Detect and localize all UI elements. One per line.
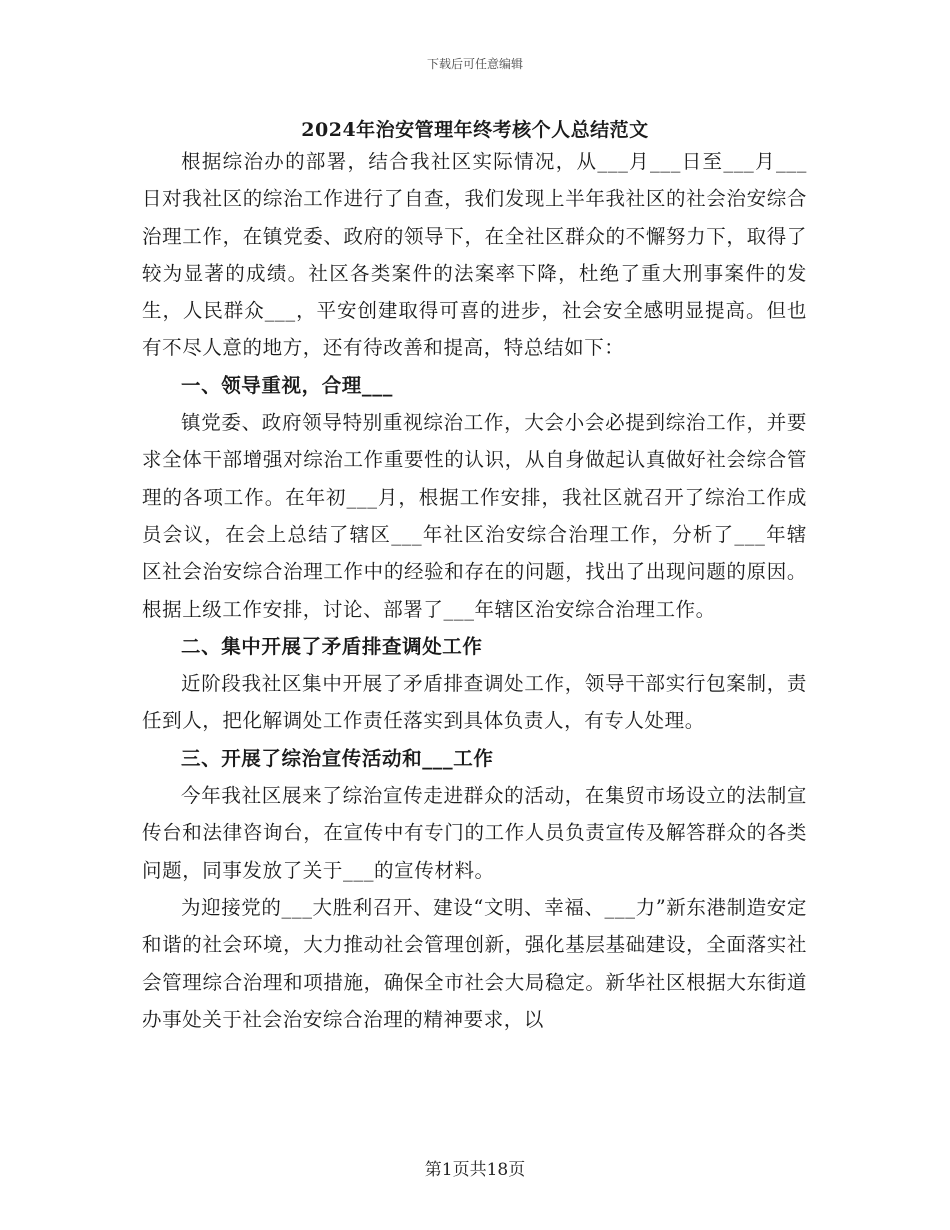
document-title: 2024年治安管理年终考核个人总结范文 xyxy=(301,119,649,141)
section-heading-1: 一、领导重视，合理___ xyxy=(181,373,393,397)
page-footer: 第1页共18页 xyxy=(424,1160,526,1180)
document-body xyxy=(142,143,807,1038)
paragraph-intro: 根据综治办的部署，结合我社区实际情况，从___月___日至___月___日对我社区的综治工作进行了自查，我们发现上半年我社区的社会治安综合治理工作，在镇党委、政府的领导下，在全社区群众的不懈努力下，取得了较为显著的成绩。社区各类案件的法案率下降，杜绝了重大刑事案件的发生，人民群众___，平安创建取得可喜的进步，社会安全感明显提高。但也有不尽人意的地方，还有待改善和提高，特总结如下： xyxy=(142,150,807,360)
paragraph-section-1: 镇党委、政府领导特别重视综治工作，大会小会必提到综治工作，并要求全体干部增强对综治工作重要性的认识，从自身做起认真做好社会综合管理的各项工作。在年初___月，根据工作安排，我社区就召开了综治工作成员会议，在会上总结了辖区___年社区治安综合治理工作，分析了___年辖区社会治安综合治理工作中的经验和存在的问题，找出了出现问题的原因。根据上级工作安排，讨论、部署了___年辖区治安综合治理工作。 xyxy=(142,411,807,621)
paragraph-section-3: 今年我社区展来了综治宣传走进群众的活动，在集贸市场设立的法制宣传台和法律咨询台，在宣传中有专门的工作人员负责宣传及解答群众的各类问题，同事发放了关于___的宣传材料。 xyxy=(142,784,807,882)
paragraph-section-3b: 为迎接党的___大胜利召开、建设“文明、幸福、___力”新东港制造安定和谐的社会环境，大力推动社会管理创新，强化基层基础建设，全面落实社会管理综合治理和项措施，确保全市社会大局稳定。新华社区根据大东街道办事处关于社会治安综合治理的精神要求，以 xyxy=(142,895,807,1031)
section-heading-3: 三、开展了综治宣传活动和___工作 xyxy=(181,746,494,770)
header-note: 下载后可任意编辑 xyxy=(426,57,523,71)
paragraph-section-2: 近阶段我社区集中开展了矛盾排查调处工作，领导干部实行包案制，责任到人，把化解调处工作责任落实到具体负责人，有专人处理。 xyxy=(142,672,807,733)
section-heading-2: 二、集中开展了矛盾排查调处工作 xyxy=(181,634,483,658)
